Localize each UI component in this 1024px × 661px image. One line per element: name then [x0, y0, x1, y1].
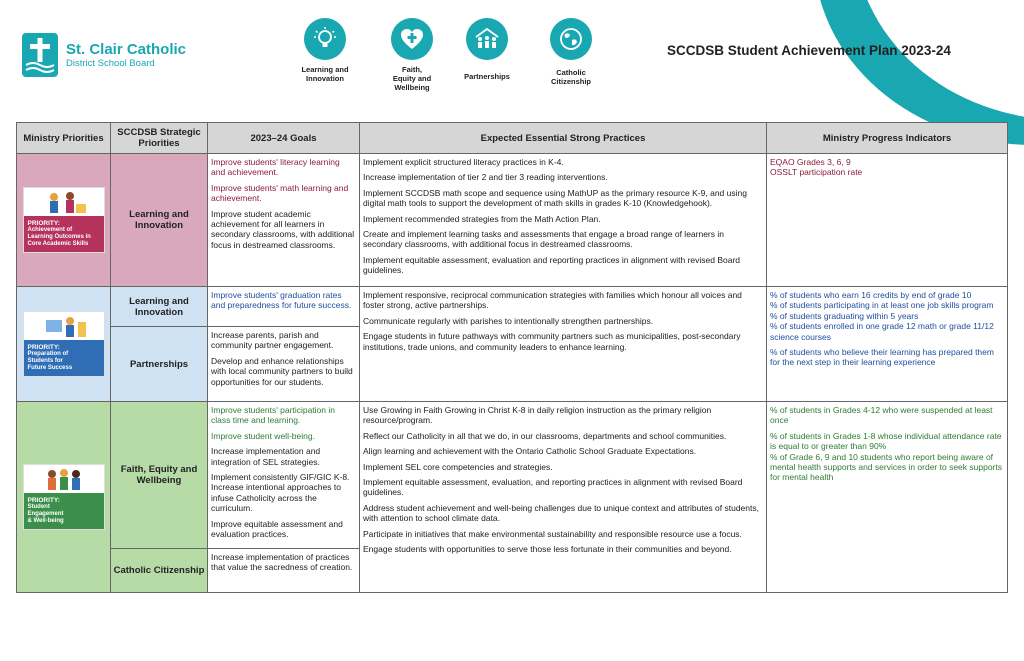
goal-item: Increase parents, parish and community partner engagement.	[211, 330, 334, 351]
goals-cell	[208, 402, 360, 549]
icon-label-line: Wellbeing	[394, 83, 430, 92]
practice-item: Create and implement learning tasks and assessments that engage a broad range of learners in secondary classrooms, with additional focus in destreamed classrooms.	[363, 229, 724, 250]
priority-label-box	[24, 493, 104, 530]
goal-item: Improve equitable assessment and evaluation practices.	[211, 518, 343, 540]
indicator-item: % of students who earn 16 credits by end of grade 10	[770, 290, 972, 300]
priority-text: Future Success	[27, 365, 73, 372]
priority-tag: PRIORITY:	[27, 343, 60, 351]
priority-label-box	[24, 216, 104, 253]
priority-illustration	[24, 465, 104, 493]
indicators-cell	[767, 154, 1008, 287]
indicator-item: OSSLT participation rate	[770, 167, 863, 178]
icon-label-line: Catholic	[556, 68, 586, 77]
priority-illustration	[24, 312, 104, 340]
goal-item: Increase implementation and integration of SEL strategies.	[211, 446, 321, 467]
goals-cell	[208, 287, 360, 327]
goals-cell	[208, 327, 360, 402]
practices-cell	[360, 287, 767, 402]
practices-cell	[360, 154, 767, 287]
priority-icon-citizenship	[526, 18, 616, 86]
logo-subtitle: District School Board	[66, 57, 155, 69]
goals-cell	[208, 154, 360, 287]
indicators-cell	[767, 287, 1008, 402]
goal-item: Improve students' literacy learning and achievement.	[211, 157, 340, 178]
priority-card	[23, 311, 105, 378]
indicator-item: % of students participating in at least one job skills program	[770, 300, 994, 311]
practice-item: Implement SEL core competencies and strategies.	[363, 461, 553, 472]
goals-cell	[208, 549, 360, 593]
table-row	[17, 287, 1008, 327]
practice-item: Implement responsive, reciprocal communication strategies with families which honour all voices and foster strong, active partnerships.	[363, 290, 742, 311]
goal-item: Increase implementation of practices that value the sacredness of creation.	[211, 552, 353, 573]
column-header: SCCDSB Strategic Priorities	[111, 123, 208, 154]
practice-item: Reflect our Catholicity in all that we do, in our classrooms, departments and school communities.	[363, 430, 727, 441]
priority-card	[23, 187, 105, 254]
goal-item: Develop and enhance relationships with local community partners to build opportunities for our students.	[211, 355, 353, 387]
practice-item: Increase implementation of tier 2 and tier 3 reading interventions.	[363, 172, 608, 183]
practices-cell	[360, 402, 767, 593]
goal-item: Improve students' math learning and achievement.	[211, 182, 349, 204]
indicator-item: % of students enrolled in one grade 12 math or grade 11/12 science courses	[770, 321, 994, 342]
priority-illustration	[24, 188, 104, 216]
practice-item: Implement equitable assessment, evaluation, and reporting practices in alignment with revised Board guidelines.	[363, 477, 743, 498]
strategic-priority-cell: Catholic Citizenship	[111, 549, 208, 593]
indicator-item: % of students in Grades 4-12 who were suspended at least once	[770, 405, 993, 426]
icon-label-line: Faith,	[402, 65, 422, 74]
strategic-priority-cell: Faith, Equity and Wellbeing	[111, 402, 208, 549]
goal-item: Improve student well-being.	[211, 430, 315, 441]
practice-item: Use Growing in Faith Growing in Christ K-8 in daily religion instruction as the primary religion resource/program.	[363, 405, 712, 426]
priority-text: Engagement	[27, 511, 64, 517]
priority-text: Student	[27, 503, 50, 510]
priority-icon-learning	[280, 18, 370, 83]
practice-item: Implement explicit structured literacy practices in K-4.	[363, 157, 564, 167]
practice-item: Address student achievement and well-being challenges due to unique context and attributes of students, with attention to school climate data.	[363, 502, 759, 524]
indicator-item: % of students graduating within 5 years	[770, 310, 919, 321]
practice-item: Implement recommended strategies from the Math Action Plan.	[363, 213, 601, 224]
priority-text: Students for	[27, 358, 63, 364]
practice-item: Implement SCCDSB math scope and sequence using MathUP as the primary resource K-9, and using digital math tools to support the development of math skills in grades K-10 (Knowledgehook).	[363, 187, 747, 209]
goal-item: Improve student academic achievement for all learners in secondary classrooms, with additional focus in destreamed classrooms.	[211, 208, 355, 250]
column-header: Ministry Progress Indicators	[767, 123, 1008, 154]
icon-label-line: Equity and	[392, 74, 432, 83]
priority-icon-partnerships	[442, 18, 532, 81]
priority-text: & Well-being	[27, 518, 64, 525]
column-header: Ministry Priorities	[17, 123, 111, 154]
practice-item: Communicate regularly with parishes to intentionally strengthen partnerships.	[363, 315, 654, 326]
page-title: SCCDSB Student Achievement Plan 2023-24	[667, 43, 951, 58]
priority-text: Learning Outcomes in	[27, 234, 91, 240]
lightbulb-icon	[312, 26, 338, 52]
priority-text: Achievement of	[27, 226, 73, 233]
goal-item: Improve students' graduation rates and preparedness for future success.	[211, 290, 352, 311]
priority-tag: PRIORITY:	[27, 496, 60, 504]
priority-text: Preparation of	[27, 350, 69, 357]
practice-item: Engage students in future pathways with community partners such as municipalities, post-secondary institutions, trade unions, and community leaders to enhance learning.	[363, 331, 741, 352]
practice-item: Align learning and achievement with the Ontario Catholic School Graduate Expectations.	[363, 446, 697, 457]
practice-item: Participate in initiatives that make environmental sustainability and responsible resource use a focus.	[363, 528, 742, 539]
strategic-priority-cell: Learning and Innovation	[111, 287, 208, 327]
logo-name: St. Clair Catholic	[66, 40, 187, 58]
priority-label-box	[24, 340, 104, 377]
indicator-item: % of students who believe their learning has prepared them for the next step in their learning experience	[770, 347, 994, 368]
goal-item: Improve students' participation in class time and learning.	[211, 405, 335, 426]
board-logo	[22, 33, 186, 77]
globe-icon	[558, 26, 584, 52]
strategic-priority-cell: Learning and Innovation	[111, 154, 208, 287]
ministry-priority-cell	[17, 402, 111, 593]
table-row	[17, 154, 1008, 287]
strategic-priority-cell: Partnerships	[111, 327, 208, 402]
practice-item: Engage students with opportunities to serve those less fortunate in their communities and beyond.	[363, 544, 732, 555]
cross-logo-icon	[22, 33, 58, 77]
heart-cross-icon	[399, 26, 425, 52]
indicators-cell	[767, 402, 1008, 593]
column-header: Expected Essential Strong Practices	[360, 123, 767, 154]
icon-label-line: Citizenship	[550, 77, 591, 86]
indicator-item: EQAO Grades 3, 6, 9	[770, 157, 851, 167]
priority-tag: PRIORITY:	[27, 219, 60, 227]
indicator-item: % of Grade 6, 9 and 10 students who report being aware of mental health supports and services in order to seek supports for mental health	[770, 451, 1002, 483]
ministry-priority-cell	[17, 154, 111, 287]
icon-label-line: Learning and	[301, 65, 349, 74]
icon-label-line: Partnerships	[464, 72, 510, 81]
table-row	[17, 402, 1008, 549]
column-header: 2023–24 Goals	[208, 123, 360, 154]
practice-item: Implement equitable assessment, evaluation and reporting practices in alignment with revised Board guidelines.	[363, 254, 741, 276]
goal-item: Implement consistently GIF/GIC K-8. Increase intentional approaches to infuse Catholicity across the curriculum.	[211, 472, 350, 514]
ministry-priority-cell	[17, 287, 111, 402]
icon-label-line: Innovation	[306, 74, 344, 83]
community-icon	[473, 26, 501, 52]
priority-text: Core Academic Skills	[27, 241, 89, 248]
priority-card	[23, 464, 105, 531]
indicator-item: % of students in Grades 1-8 whose individual attendance rate is equal to or greater than 90%	[770, 430, 1002, 452]
table-header-row	[17, 123, 1008, 154]
achievement-plan-table	[16, 122, 1008, 593]
